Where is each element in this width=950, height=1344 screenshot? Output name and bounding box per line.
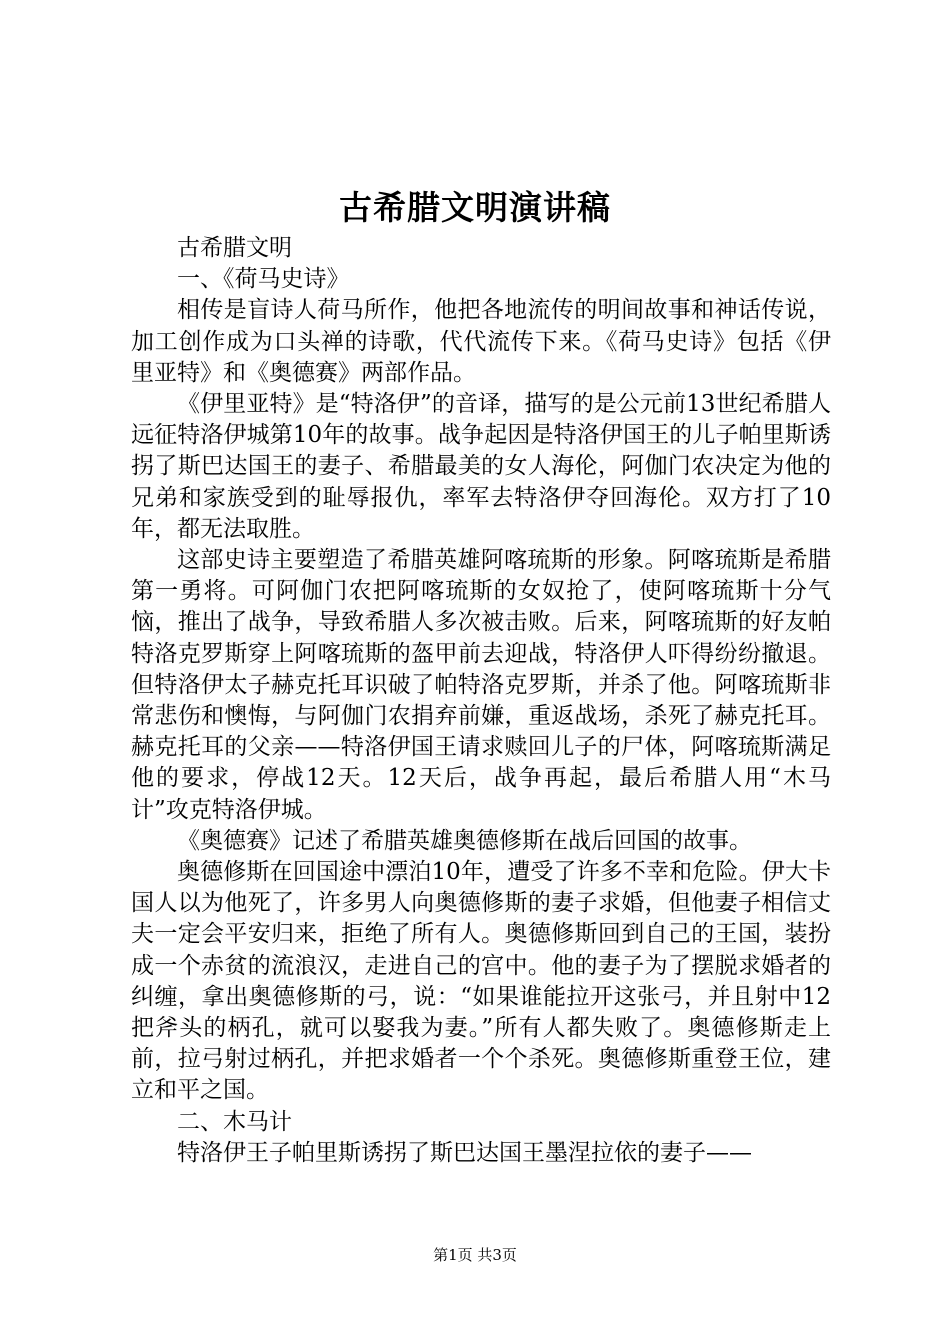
paragraph: 《奥德赛》记述了希腊英雄奥德修斯在战后回国的故事。 <box>177 827 752 854</box>
paragraph: 这部史诗主要塑造了希腊英雄阿喀琉斯的形象。阿喀琉斯是希腊第一勇将。可阿伽门农把阿喀琉斯的女奴抢了，使阿喀琉斯十分气恼，推出了战争，导致希腊人多次被击败。后来，阿喀琉斯的好友帕特洛克罗斯穿上阿喀琉斯的盔甲前去迎战，特洛伊人吓得纷纷撤退。但特洛伊太子赫克托耳识破了帕特洛克罗斯，并杀了他。阿喀琉斯非常悲伤和懊悔，与阿伽门农捐弃前嫌，重返战场，杀死了赫克托耳。赫克托耳的父亲——特洛伊国王请求赎回儿子的尸体，阿喀琉斯满足他的要求，停战12天。12天后，战争再起，最后希腊人用“木马计”攻克特洛伊城。 <box>131 547 831 823</box>
paragraph: 奥德修斯在回国途中漂泊10年，遭受了许多不幸和危险。伊大卡国人以为他死了，许多男人向奥德修斯的妻子求婚，但他妻子相信丈夫一定会平安归来，拒绝了所有人。奥德修斯回到自己的王国，装扮成一个赤贫的流浪汉，走进自己的宫中。他的妻子为了摆脱求婚者的纠缠，拿出奥德修斯的弓，说：“如果谁能拉开这张弓，并且射中12把斧头的柄孔，就可以娶我为妻。”所有人都失败了。奥德修斯走上前，拉弓射过柄孔，并把求婚者一个个杀死。奥德修斯重登王位，建立和平之国。 <box>131 859 831 1104</box>
page-footer: 第1页 共3页 <box>433 1246 517 1264</box>
document-body <box>131 233 831 1169</box>
page-title: 古希腊文明演讲稿 <box>339 188 611 227</box>
paragraph: 《伊里亚特》是“特洛伊”的音译，描写的是公元前13世纪希腊人远征特洛伊城第10年的故事。战争起因是特洛伊国王的儿子帕里斯诱拐了斯巴达国王的妻子、希腊最美的女人海伦，阿伽门农决定为他的兄弟和家族受到的耻辱报仇，率军去特洛伊夺回海伦。双方打了10年，都无法取胜。 <box>131 391 831 542</box>
paragraph: 特洛伊王子帕里斯诱拐了斯巴达国王墨涅拉依的妻子—— <box>177 1139 752 1166</box>
paragraph-subheading-homer: 一、《荷马史诗》 <box>177 266 350 293</box>
paragraph: 相传是盲诗人荷马所作，他把各地流传的明间故事和神话传说，加工创作成为口头禅的诗歌，代代流传下来。《荷马史诗》包括《伊里亚特》和《奥德赛》两部作品。 <box>131 297 831 386</box>
paragraph-subheading-trojan-horse: 二、木马计 <box>177 1108 292 1135</box>
paragraph-section-heading: 古希腊文明 <box>177 235 292 261</box>
